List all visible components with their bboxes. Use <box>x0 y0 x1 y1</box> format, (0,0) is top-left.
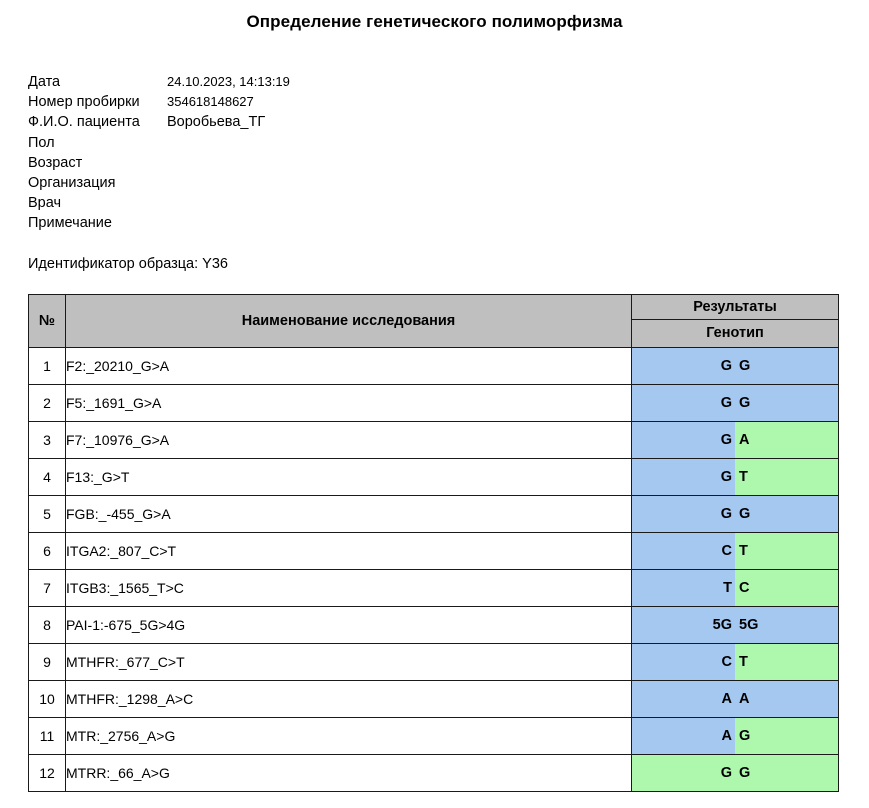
table-row <box>29 495 839 532</box>
genotype-pair <box>632 570 838 606</box>
genotype-pair <box>632 755 838 791</box>
allele-2: T <box>735 533 838 569</box>
genotype-pair <box>632 718 838 754</box>
info-value-tube-number: 354618148627 <box>167 94 254 110</box>
allele-1: C <box>632 644 735 680</box>
cell-study-name: ITGB3:_1565_T>C <box>66 569 632 606</box>
genotype-pair <box>632 607 838 643</box>
cell-study-name: FGB:_-455_G>A <box>66 495 632 532</box>
column-header-genotype: Генотип <box>632 319 839 347</box>
allele-2: C <box>735 570 838 606</box>
column-header-number: № <box>29 294 66 347</box>
info-label-patient-name: Ф.И.О. пациента <box>28 114 140 131</box>
cell-study-name: MTR:_2756_A>G <box>66 717 632 754</box>
allele-2: G <box>735 496 838 532</box>
table-row <box>29 532 839 569</box>
cell-row-number: 1 <box>29 347 66 384</box>
genotype-pair <box>632 681 838 717</box>
info-label-organization: Организация <box>28 174 116 191</box>
cell-study-name: ITGA2:_807_C>T <box>66 532 632 569</box>
allele-1: T <box>632 570 735 606</box>
cell-genotype <box>632 754 839 791</box>
cell-study-name: MTRR:_66_A>G <box>66 754 632 791</box>
cell-row-number: 7 <box>29 569 66 606</box>
allele-2: G <box>735 348 838 384</box>
column-header-study-name: Наименование исследования <box>66 294 632 347</box>
cell-row-number: 2 <box>29 384 66 421</box>
table-row <box>29 458 839 495</box>
info-label-note: Примечание <box>28 215 112 232</box>
page-title: Определение генетического полиморфизма <box>246 12 623 31</box>
cell-study-name: MTHFR:_1298_A>C <box>66 680 632 717</box>
allele-1: G <box>632 496 735 532</box>
cell-study-name: PAI-1:-675_5G>4G <box>66 606 632 643</box>
table-head <box>29 294 839 347</box>
info-label-doctor: Врач <box>28 195 62 212</box>
cell-genotype <box>632 680 839 717</box>
allele-2: G <box>735 718 838 754</box>
info-value-date: 24.10.2023, 14:13:19 <box>167 74 290 89</box>
genotype-pair <box>632 422 838 458</box>
table-row <box>29 754 839 791</box>
cell-row-number: 5 <box>29 495 66 532</box>
cell-row-number: 8 <box>29 606 66 643</box>
patient-info-block <box>28 72 869 234</box>
info-row-patient-name <box>28 112 869 132</box>
cell-genotype <box>632 384 839 421</box>
table-body <box>29 347 839 791</box>
table-row <box>29 643 839 680</box>
cell-study-name: F13:_G>T <box>66 458 632 495</box>
allele-2: G <box>735 385 838 421</box>
cell-study-name: F5:_1691_G>A <box>66 384 632 421</box>
column-header-results: Результаты <box>632 294 839 319</box>
allele-1: G <box>632 459 735 495</box>
cell-row-number: 12 <box>29 754 66 791</box>
cell-row-number: 11 <box>29 717 66 754</box>
table-row <box>29 384 839 421</box>
cell-genotype <box>632 532 839 569</box>
allele-1: A <box>632 681 735 717</box>
table-row <box>29 347 839 384</box>
info-row-age <box>28 153 869 173</box>
table-row <box>29 680 839 717</box>
allele-1: A <box>632 718 735 754</box>
table-header-row-top <box>29 294 839 319</box>
info-row-date <box>28 72 869 92</box>
info-label-tube-number: Номер пробирки <box>28 94 140 111</box>
cell-genotype <box>632 347 839 384</box>
allele-1: G <box>632 755 735 791</box>
allele-1: G <box>632 385 735 421</box>
info-label-age: Возраст <box>28 154 83 171</box>
cell-genotype <box>632 421 839 458</box>
allele-1: C <box>632 533 735 569</box>
info-row-sex <box>28 133 869 153</box>
cell-row-number: 4 <box>29 458 66 495</box>
info-value-patient-name: Воробьева_ТГ <box>167 114 266 131</box>
info-row-note <box>28 213 869 233</box>
cell-genotype <box>632 569 839 606</box>
cell-row-number: 9 <box>29 643 66 680</box>
genotype-pair <box>632 496 838 532</box>
cell-genotype <box>632 717 839 754</box>
results-table-container <box>28 294 838 792</box>
allele-2: A <box>735 422 838 458</box>
sample-identifier: Идентификатор образца: Y36 <box>28 255 228 272</box>
genotype-pair <box>632 385 838 421</box>
cell-row-number: 3 <box>29 421 66 458</box>
allele-1: G <box>632 422 735 458</box>
genotype-pair <box>632 533 838 569</box>
info-row-doctor <box>28 193 869 213</box>
cell-study-name: F7:_10976_G>A <box>66 421 632 458</box>
info-label-sex: Пол <box>28 134 55 151</box>
cell-genotype <box>632 458 839 495</box>
allele-2: G <box>735 755 838 791</box>
table-row <box>29 606 839 643</box>
info-label-date: Дата <box>28 74 61 90</box>
table-row <box>29 569 839 606</box>
genotype-pair <box>632 644 838 680</box>
allele-2: 5G <box>735 607 838 643</box>
cell-genotype <box>632 495 839 532</box>
info-row-tube-number <box>28 92 869 112</box>
cell-genotype <box>632 606 839 643</box>
table-row <box>29 421 839 458</box>
info-row-organization <box>28 173 869 193</box>
cell-row-number: 10 <box>29 680 66 717</box>
table-row <box>29 717 839 754</box>
cell-genotype <box>632 643 839 680</box>
allele-1: 5G <box>632 607 735 643</box>
genotype-pair <box>632 459 838 495</box>
cell-study-name: MTHFR:_677_C>T <box>66 643 632 680</box>
allele-2: T <box>735 644 838 680</box>
allele-2: T <box>735 459 838 495</box>
genotype-pair <box>632 348 838 384</box>
allele-1: G <box>632 348 735 384</box>
cell-row-number: 6 <box>29 532 66 569</box>
allele-2: A <box>735 681 838 717</box>
results-table <box>28 294 839 792</box>
cell-study-name: F2:_20210_G>A <box>66 347 632 384</box>
